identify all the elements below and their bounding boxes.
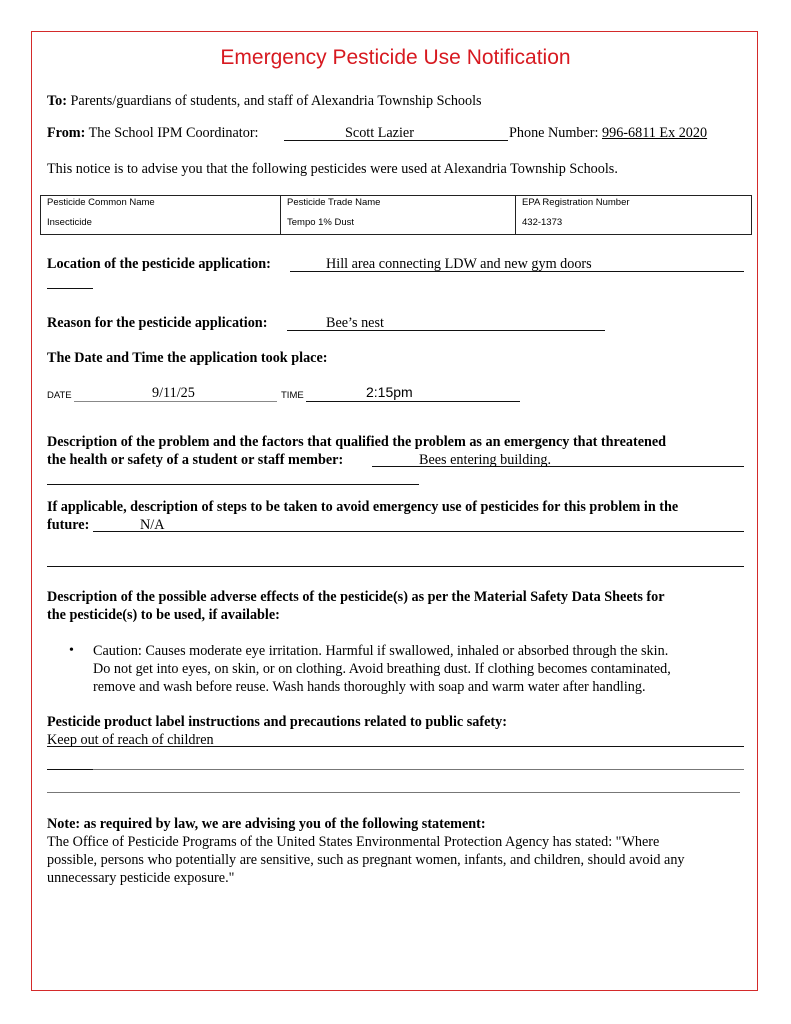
future-label-line1: If applicable, description of steps to be taken to avoid emergency use of pesticides for this problem in the	[47, 499, 679, 515]
to-value: Parents/guardians of students, and staff of Alexandria Township Schools	[70, 93, 482, 109]
legal-note-line3: unnecessary pesticide exposure."	[47, 870, 235, 886]
from-label: From:	[47, 125, 86, 141]
table-cell	[41, 196, 281, 235]
epa-number-value[interactable]: 432-1373	[522, 217, 563, 228]
to-label: To:	[47, 93, 67, 109]
adverse-bullet-line1: Caution: Causes moderate eye irritation. Harmful if swallowed, inhaled or absorbed through the skin.	[93, 643, 669, 659]
time-value[interactable]: 2:15pm	[366, 384, 413, 400]
label-instructions-underline-2	[93, 769, 744, 770]
label-instructions-label: Pesticide product label instructions and precautions related to public safety:	[47, 714, 507, 730]
time-label: TIME	[281, 390, 304, 401]
coordinator-name[interactable]: Scott Lazier	[345, 125, 414, 141]
bullet-icon: •	[69, 643, 74, 658]
label-instructions-value[interactable]: Keep out of reach of children	[47, 732, 214, 748]
future-label-line2: future:	[47, 517, 90, 533]
reason-value[interactable]: Bee’s nest	[326, 315, 384, 331]
page-title: Emergency Pesticide Use Notification	[220, 46, 571, 69]
future-underline	[93, 531, 744, 532]
legal-note-heading: Note: as required by law, we are advising you of the following statement:	[47, 816, 486, 832]
to-line	[47, 93, 482, 110]
label-instructions-underline	[47, 746, 744, 747]
adverse-label-line1: Description of the possible adverse effects of the pesticide(s) as per the Material Safety Data Sheets for	[47, 589, 665, 605]
location-value[interactable]: Hill area connecting LDW and new gym doors	[326, 256, 592, 272]
adverse-label-line2: the pesticide(s) to be used, if available:	[47, 607, 280, 623]
intro-text: This notice is to advise you that the following pesticides were used at Alexandria Township Schools.	[47, 161, 618, 177]
future-underline-continued	[47, 566, 744, 567]
future-value[interactable]: N/A	[140, 517, 165, 533]
legal-note-line1: The Office of Pesticide Programs of the United States Environmental Protection Agency has stated: "Where	[47, 834, 660, 850]
label-instructions-underline-short	[47, 769, 93, 770]
location-label: Location of the pesticide application:	[47, 256, 271, 272]
problem-label-line2: the health or safety of a student or staff member:	[47, 452, 344, 468]
phone-field	[509, 125, 707, 142]
table-cell	[281, 196, 516, 235]
date-value[interactable]: 9/11/25	[152, 385, 195, 401]
legal-note-line2: possible, persons who potentially are sensitive, such as pregnant women, infants, and children, should avoid any	[47, 852, 685, 868]
problem-underline-continued	[47, 484, 419, 485]
column-header-trade-name: Pesticide Trade Name	[287, 197, 381, 208]
reason-label: Reason for the pesticide application:	[47, 315, 268, 331]
adverse-bullet-line3: remove and wash before reuse. Wash hands thoroughly with soap and warm water after handling.	[93, 679, 646, 695]
column-header-epa-number: EPA Registration Number	[522, 197, 630, 208]
table-cell	[516, 196, 752, 235]
pesticide-table	[40, 195, 752, 235]
common-name-value[interactable]: Insecticide	[47, 217, 92, 228]
from-role: The School IPM Coordinator:	[88, 125, 259, 141]
problem-value[interactable]: Bees entering building.	[419, 452, 551, 468]
adverse-bullet-line2: Do not get into eyes, on skin, or on clothing. Avoid breathing dust. If clothing becomes contaminated,	[93, 661, 671, 677]
time-underline	[306, 401, 520, 402]
trade-name-value[interactable]: Tempo 1% Dust	[287, 217, 355, 228]
from-line	[47, 125, 258, 142]
label-instructions-underline-3	[47, 792, 740, 793]
location-underline-continued	[47, 288, 93, 289]
phone-label: Phone Number:	[509, 125, 599, 141]
date-label: DATE	[47, 390, 72, 401]
problem-label-line1: Description of the problem and the factors that qualified the problem as an emergency that threatened	[47, 434, 667, 450]
column-header-common-name: Pesticide Common Name	[47, 197, 155, 208]
phone-value[interactable]: 996-6811 Ex 2020	[602, 125, 708, 141]
date-time-heading: The Date and Time the application took place:	[47, 350, 328, 366]
